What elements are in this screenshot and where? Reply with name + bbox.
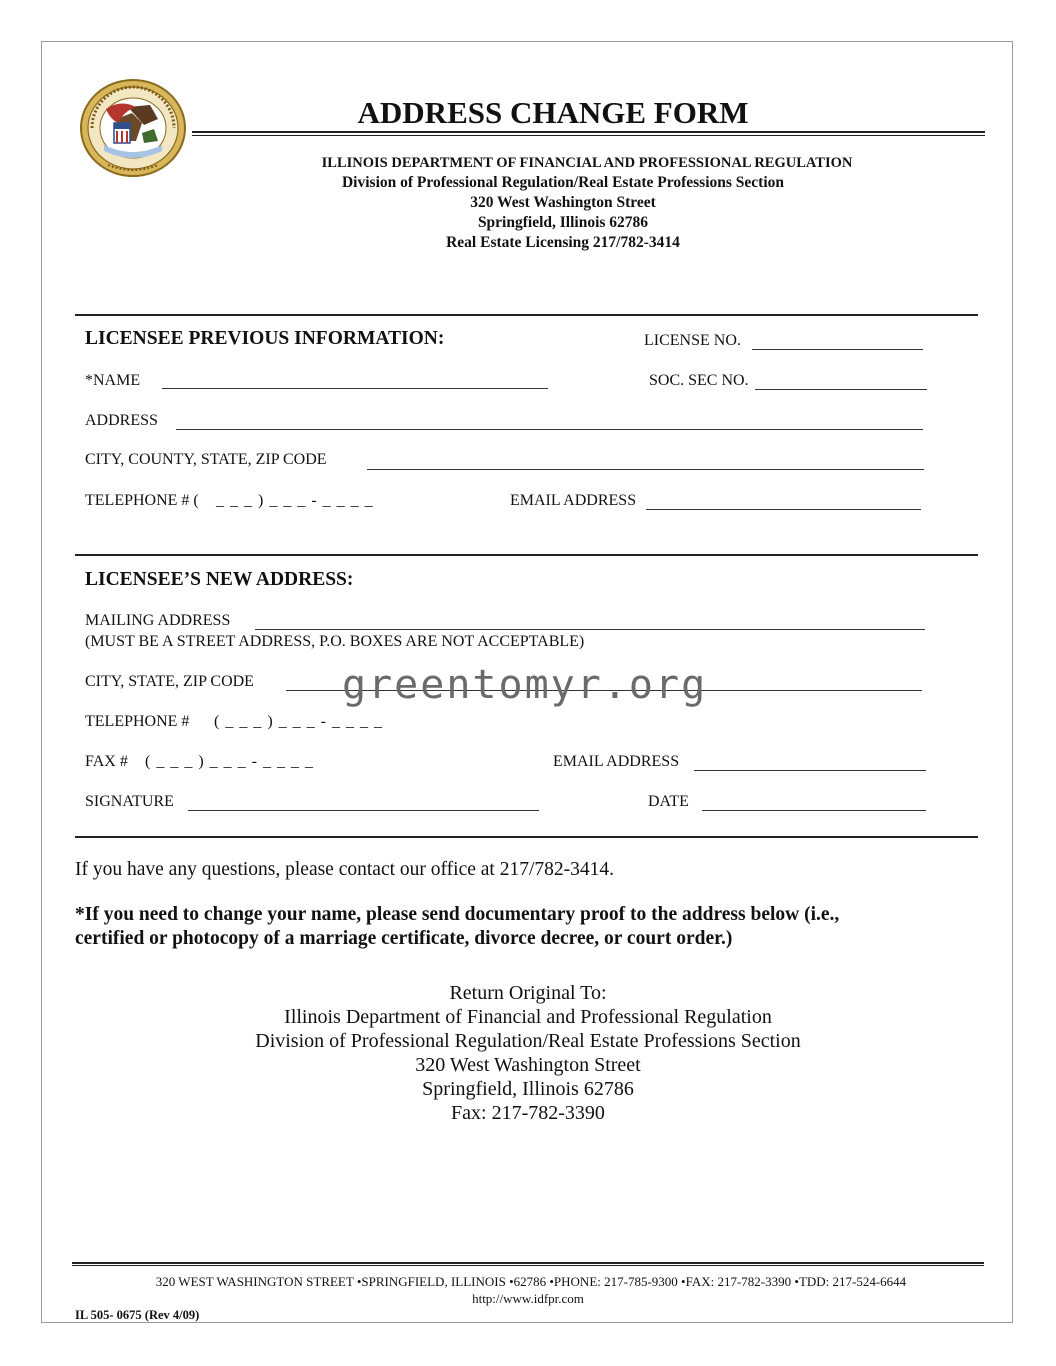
header-city: Springfield, Illinois 62786 xyxy=(477,214,649,231)
new-email-label: EMAIL ADDRESS xyxy=(553,753,680,770)
return-heading: Return Original To: xyxy=(449,982,607,1004)
city-county-label: CITY, COUNTY, STATE, ZIP CODE xyxy=(85,451,327,468)
header-phone: Real Estate Licensing 217/782-3414 xyxy=(446,234,680,251)
previous-info-heading: LICENSEE PREVIOUS INFORMATION: xyxy=(85,328,445,349)
license-no-field[interactable] xyxy=(752,349,923,350)
section-divider xyxy=(75,554,978,556)
fax-label: FAX # xyxy=(85,753,128,770)
new-address-heading: LICENSEE’S NEW ADDRESS: xyxy=(85,569,354,590)
division-name: Division of Professional Regulation/Real Estate Professions Section xyxy=(341,174,785,191)
new-telephone-label: TELEPHONE # xyxy=(85,713,190,730)
email-label: EMAIL ADDRESS xyxy=(510,492,637,509)
name-change-note-line1: *If you need to change your name, please send documentary proof to the address below (i.e., xyxy=(75,904,840,925)
return-division: Division of Professional Regulation/Real Estate Professions Section xyxy=(255,1030,801,1052)
title-rule xyxy=(192,131,985,136)
form-title: ADDRESS CHANGE FORM xyxy=(357,95,749,130)
return-street: 320 West Washington Street xyxy=(415,1054,641,1076)
return-fax: Fax: 217-782-3390 xyxy=(451,1102,605,1124)
telephone-label: TELEPHONE # ( xyxy=(85,492,199,509)
address-label: ADDRESS xyxy=(85,412,158,429)
new-telephone-field[interactable]: ( _ _ _ ) _ _ _ - _ _ _ _ xyxy=(214,713,383,730)
name-label: *NAME xyxy=(85,372,141,389)
address-field[interactable] xyxy=(176,429,923,430)
fax-field[interactable]: ( _ _ _ ) _ _ _ - _ _ _ _ xyxy=(145,753,314,770)
city-county-field[interactable] xyxy=(367,469,924,470)
mailing-address-field[interactable] xyxy=(255,629,925,630)
return-department: Illinois Department of Financial and Professional Regulation xyxy=(284,1006,772,1028)
section-divider xyxy=(75,836,978,838)
footer-url[interactable]: http://www.idfpr.com xyxy=(472,1291,584,1306)
new-city-label: CITY, STATE, ZIP CODE xyxy=(85,673,254,690)
ssn-label: SOC. SEC NO. xyxy=(649,372,749,389)
license-no-label: LICENSE NO. xyxy=(644,332,741,349)
signature-field[interactable] xyxy=(188,810,539,811)
watermark: greentomyr.org xyxy=(342,662,708,708)
telephone-field[interactable]: _ _ _ ) _ _ _ - _ _ _ _ xyxy=(216,492,374,509)
name-change-note-line2: certified or photocopy of a marriage certificate, divorce decree, or court order.) xyxy=(75,928,733,949)
email-field[interactable] xyxy=(646,509,921,510)
footer-rule xyxy=(72,1262,984,1266)
contact-note: If you have any questions, please contact our office at 217/782-3414. xyxy=(75,859,614,880)
name-field[interactable] xyxy=(162,388,548,389)
department-name: ILLINOIS DEPARTMENT OF FINANCIAL AND PROFESSIONAL REGULATION xyxy=(321,155,853,171)
form-number: IL 505- 0675 (Rev 4/09) xyxy=(75,1308,200,1322)
mailing-address-label: MAILING ADDRESS xyxy=(85,612,231,629)
new-email-field[interactable] xyxy=(694,770,926,771)
date-field[interactable] xyxy=(702,810,926,811)
mailing-address-note: (MUST BE A STREET ADDRESS, P.O. BOXES ARE NOT ACCEPTABLE) xyxy=(85,633,585,650)
section-divider xyxy=(75,314,978,316)
return-city: Springfield, Illinois 62786 xyxy=(422,1078,634,1100)
date-label: DATE xyxy=(648,793,689,810)
footer-address: 320 WEST WASHINGTON STREET •SPRINGFIELD, ILLINOIS •62786 •PHONE: 217-785-9300 •FAX: 217-782-3390 •TDD: 217-524-6644 xyxy=(155,1274,907,1289)
signature-label: SIGNATURE xyxy=(85,793,174,810)
ssn-field[interactable] xyxy=(755,389,927,390)
header-street: 320 West Washington Street xyxy=(470,194,656,211)
